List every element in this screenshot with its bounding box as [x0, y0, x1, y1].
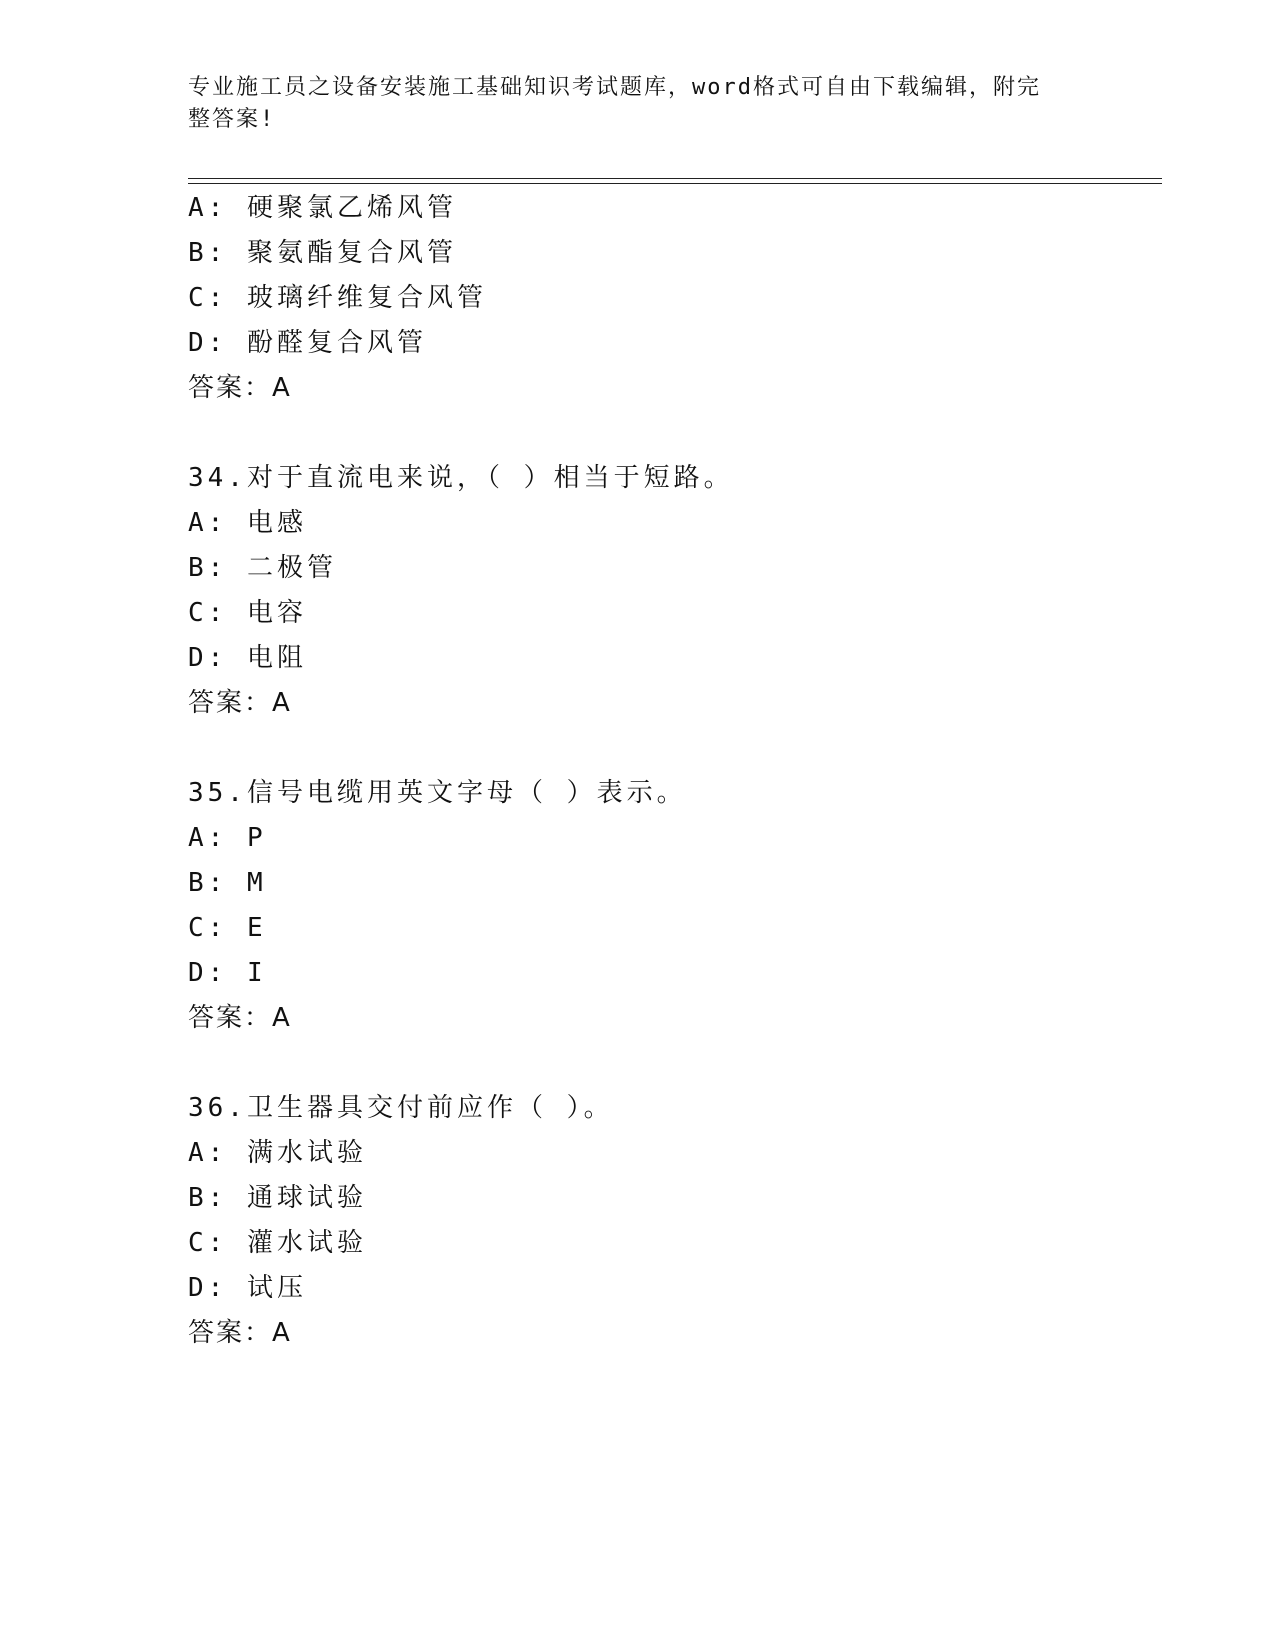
option-d: D: 试压 [188, 1273, 307, 1303]
answer: 答案：A [188, 688, 292, 718]
header-line-2: 整答案! [188, 107, 276, 132]
option-a: A: P [188, 823, 267, 853]
option-c: C: 玻璃纤维复合风管 [188, 283, 487, 313]
option-b: B: M [188, 868, 267, 898]
question-35: 35.信号电缆用英文字母（ ）表示。 [188, 778, 687, 808]
question-34: 34.对于直流电来说，（ ）相当于短路。 [188, 463, 734, 493]
document-header [188, 72, 1068, 136]
option-a: A: 满水试验 [188, 1138, 367, 1168]
header-divider-top [188, 178, 1162, 179]
option-c: C: E [188, 913, 267, 943]
option-d: D: I [188, 958, 267, 988]
header-line-1: 专业施工员之设备安装施工基础知识考试题库，word格式可自由下载编辑，附完 [188, 75, 1041, 100]
answer: 答案：A [188, 373, 292, 403]
option-a: A: 硬聚氯乙烯风管 [188, 193, 457, 223]
answer: 答案：A [188, 1003, 292, 1033]
answer: 答案：A [188, 1318, 292, 1348]
header-divider-bottom [188, 183, 1162, 184]
option-d: D: 电阻 [188, 643, 307, 673]
option-b: B: 通球试验 [188, 1183, 367, 1213]
option-b: B: 二极管 [188, 553, 337, 583]
option-c: C: 灌水试验 [188, 1228, 367, 1258]
option-c: C: 电容 [188, 598, 307, 628]
question-36: 36.卫生器具交付前应作（ ）。 [188, 1093, 614, 1123]
option-b: B: 聚氨酯复合风管 [188, 238, 457, 268]
option-a: A: 电感 [188, 508, 307, 538]
option-d: D: 酚醛复合风管 [188, 328, 427, 358]
